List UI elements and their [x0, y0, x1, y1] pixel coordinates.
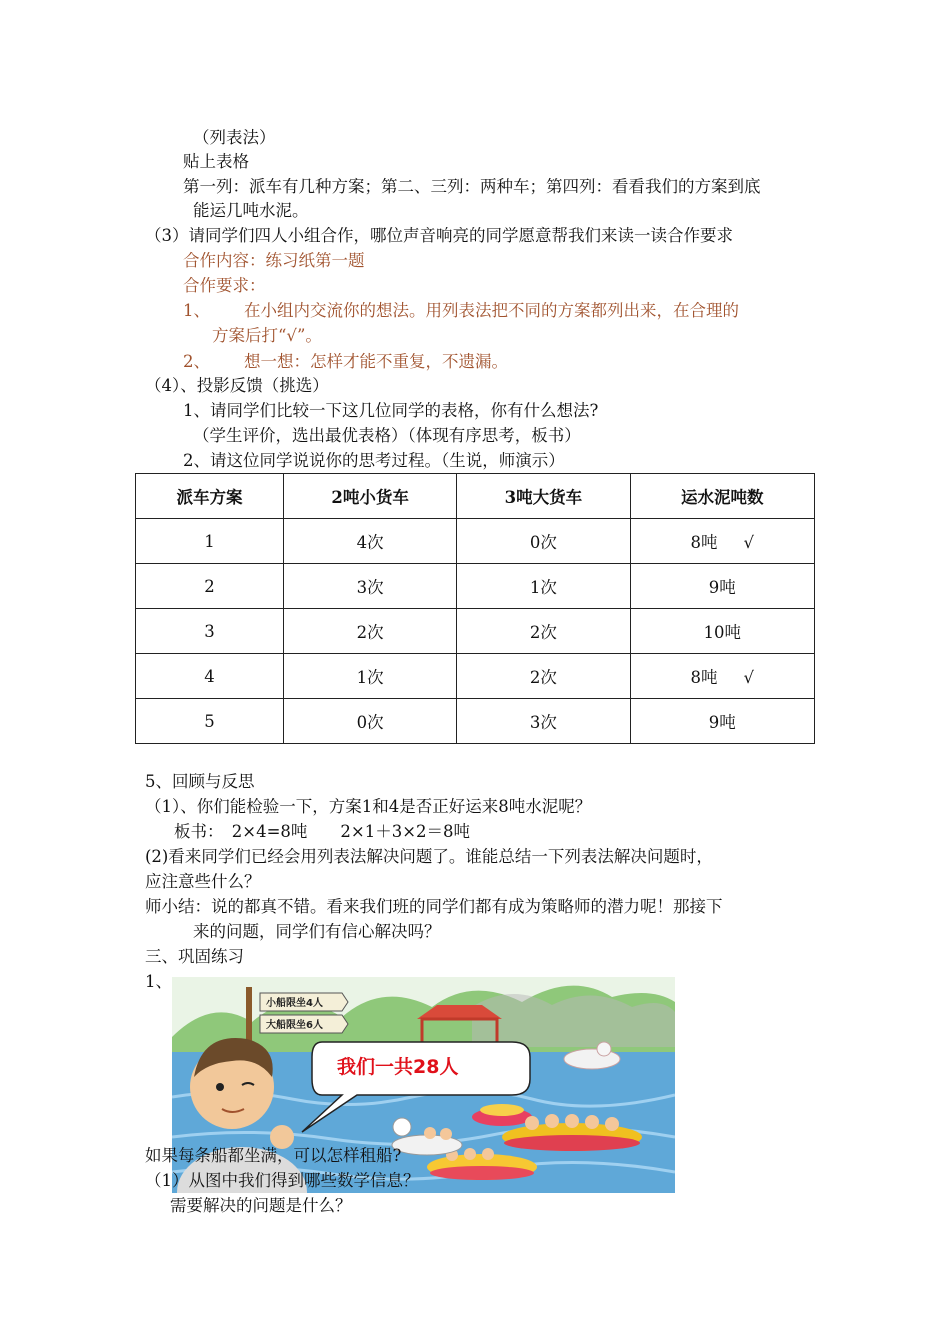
compare-tables-question: 1、请同学们比较一下这几位同学的表格，你有什么想法?	[183, 401, 599, 420]
practice-section-title: 三、巩固练习	[145, 947, 244, 966]
cell-big: 2次	[457, 654, 630, 699]
cell-big: 2次	[457, 609, 630, 654]
requirement-1-text-cont: 方案后打“√”。	[212, 326, 322, 345]
cell-tons	[630, 519, 814, 564]
method-label: （列表法）	[193, 128, 276, 147]
table-row	[136, 699, 815, 744]
cell-small: 1次	[283, 654, 456, 699]
check-mark: √	[743, 668, 755, 687]
requirement-1-number: 1、	[183, 301, 210, 320]
projection-feedback: （4）、投影反馈（挑选）	[145, 376, 329, 395]
cell-plan: 5	[136, 699, 284, 744]
problem-question: 需要解决的问题是什么？	[170, 1196, 352, 1215]
table-row	[136, 564, 815, 609]
table-row	[136, 654, 815, 699]
cell-plan: 2	[136, 564, 284, 609]
student-evaluation-note: （学生评价，选出最优表格）（体现有序思考，板书）	[193, 426, 581, 445]
tons-value: 10吨	[703, 623, 742, 642]
cell-small: 4次	[283, 519, 456, 564]
sign-big-boat: 大船限坐6人	[266, 1020, 323, 1031]
paste-table-line: 贴上表格	[183, 152, 249, 171]
cell-tons	[630, 564, 814, 609]
cell-tons	[630, 699, 814, 744]
cell-big: 0次	[457, 519, 630, 564]
boat-question: 如果每条船都坐满，可以怎样租船?	[145, 1146, 402, 1165]
cell-big: 1次	[457, 564, 630, 609]
tons-value: 8吨	[690, 533, 718, 552]
sign-small-boat: 小船限坐4人	[266, 998, 323, 1009]
cell-plan: 3	[136, 609, 284, 654]
cell-tons	[630, 609, 814, 654]
teacher-summary: 师小结：说的都真不错。看来我们班的同学们都有成为策略师的潜力呢！那接下	[145, 897, 723, 916]
cell-plan: 1	[136, 519, 284, 564]
summary-question: (2)看来同学们已经会用列表法解决问题了。谁能总结一下列表法解决问题时，	[145, 847, 713, 866]
cell-plan: 4	[136, 654, 284, 699]
teacher-summary-cont: 来的问题，同学们有信心解决吗？	[193, 922, 441, 941]
cell-tons	[630, 654, 814, 699]
columns-description-cont: 能运几吨水泥。	[193, 201, 309, 220]
cooperation-content: 合作内容：练习纸第一题	[183, 251, 365, 270]
cell-small: 3次	[283, 564, 456, 609]
review-title: 5、回顾与反思	[145, 772, 255, 791]
dispatch-plan-table	[135, 473, 815, 744]
header-small-truck: 2吨小货车	[283, 474, 456, 519]
math-info-question: （1）从图中我们得到哪些数学信息？	[145, 1171, 420, 1190]
summary-question-cont: 应注意些什么？	[145, 872, 261, 891]
exercise-number: 1、	[145, 972, 172, 991]
verify-question: （1）、你们能检验一下，方案1和4是否正好运来8吨水泥呢？	[145, 797, 592, 816]
bubble-text: 我们一共28人	[337, 1056, 459, 1078]
tons-value: 9吨	[708, 713, 736, 732]
cell-small: 2次	[283, 609, 456, 654]
cooperation-requirements-title: 合作要求：	[183, 276, 266, 295]
requirement-2-text: 想一想：怎样才能不重复，不遗漏。	[244, 352, 508, 371]
header-big-truck: 3吨大货车	[457, 474, 630, 519]
student-explain-line: 2、请这位同学说说你的思考过程。（生说，师演示）	[183, 451, 565, 470]
table-row	[136, 609, 815, 654]
group-work-intro: （3）请同学们四人小组合作，哪位声音响亮的同学愿意帮我们来读一读合作要求	[145, 226, 733, 245]
requirement-2-number: 2、	[183, 352, 210, 371]
cell-small: 0次	[283, 699, 456, 744]
check-mark: √	[743, 533, 755, 552]
table-header-row	[136, 474, 815, 519]
columns-description: 第一列：派车有几种方案；第二、三列：两种车；第四列：看看我们的方案到底	[183, 177, 761, 196]
board-writing: 板书： 2×4=8吨 2×1＋3×2＝8吨	[174, 822, 471, 841]
requirement-1-text: 在小组内交流你的想法。用列表法把不同的方案都列出来，在合理的	[244, 301, 739, 320]
tons-value: 8吨	[690, 668, 718, 687]
header-plan: 派车方案	[136, 474, 284, 519]
cell-big: 3次	[457, 699, 630, 744]
table-row	[136, 519, 815, 564]
tons-value: 9吨	[708, 578, 736, 597]
header-tons: 运水泥吨数	[630, 474, 814, 519]
